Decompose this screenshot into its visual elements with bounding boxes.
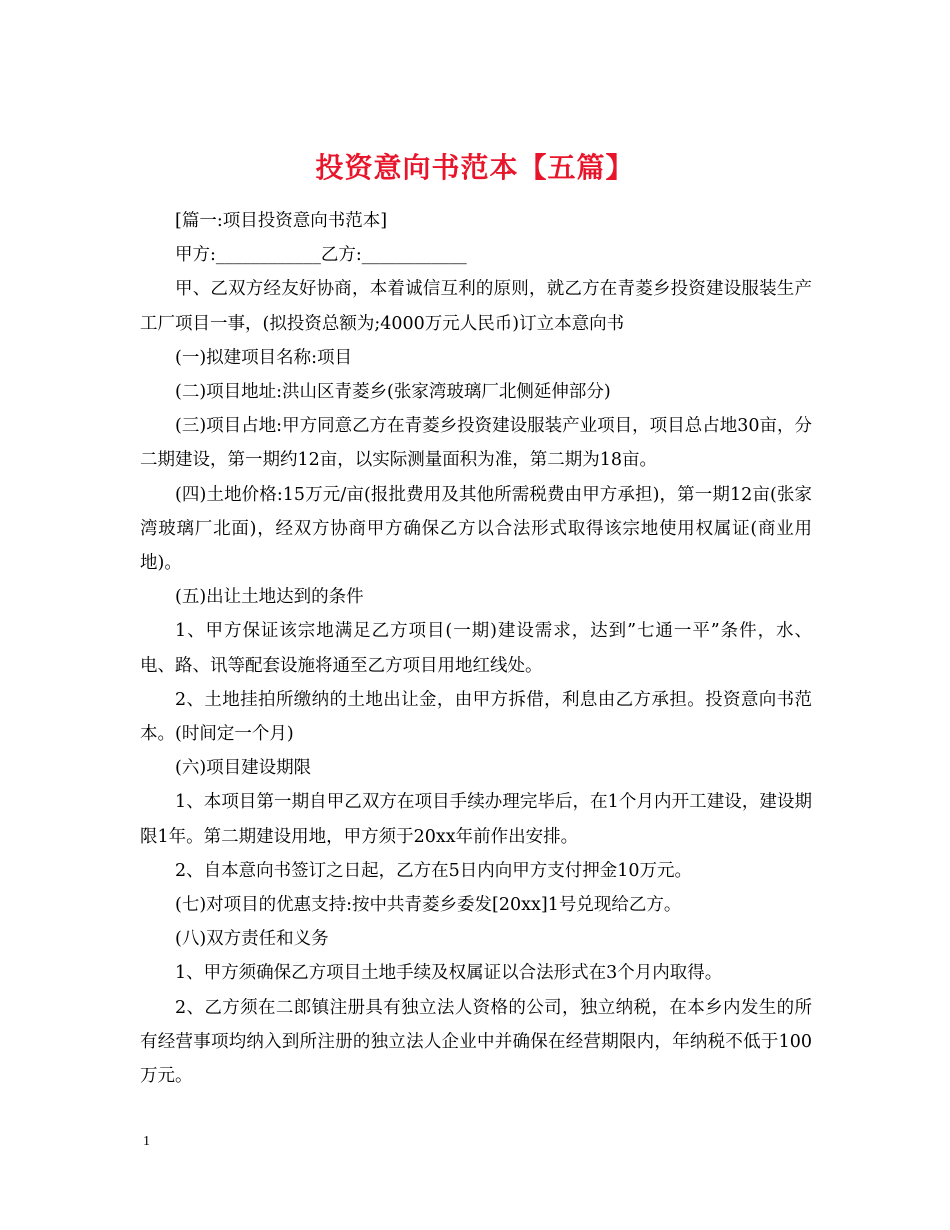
parties-line: 甲方:____________乙方:____________ bbox=[175, 245, 467, 266]
item-responsibilities: (八)双方责任和义务 bbox=[175, 929, 329, 950]
condition-1: 1、甲方保证该宗地满足乙方项目(一期)建设需求，达到”七通一平”条件，水、电、路、讯等配套设施将通至乙方项目用地红线处。 bbox=[140, 621, 812, 676]
period-2: 2、自本意向书签订之日起，乙方在5日内向甲方支付押金10万元。 bbox=[175, 860, 693, 881]
document-body bbox=[140, 204, 812, 1093]
condition-2: 2、土地挂拍所缴纳的土地出让金，由甲方拆借，利息由乙方承担。投资意向书范本。(时间定一个月) bbox=[140, 689, 812, 745]
item-land-conditions: (五)出让土地达到的条件 bbox=[175, 587, 364, 608]
document-title: 投资意向书范本【五篇】 bbox=[315, 150, 635, 184]
item-project-address: (二)项目地址:洪山区青菱乡(张家湾玻璃厂北侧延伸部分) bbox=[175, 382, 611, 403]
item-preferential-support: (七)对项目的优惠支持:按中共青菱乡委发[20xx]1号兑现给乙方。 bbox=[175, 895, 682, 916]
page-number: 1 bbox=[143, 1134, 150, 1149]
item-project-name: (一)拟建项目名称:项目 bbox=[175, 347, 353, 368]
responsibility-1: 1、甲方须确保乙方项目土地手续及权属证以合法形式在3个月内取得。 bbox=[175, 963, 723, 984]
item-project-land: (三)项目占地:甲方同意乙方在青菱乡投资建设服装产业项目，项目总占地30亩，分二期建设，第一期约12亩，以实际测量面积为准，第二期为18亩。 bbox=[140, 416, 812, 471]
period-1: 1、本项目第一期自甲乙双方在项目手续办理完毕后，在1个月内开工建设，建设期限1年。第二期建设用地，甲方须于20xx年前作出安排。 bbox=[140, 792, 812, 847]
item-construction-period: (六)项目建设期限 bbox=[175, 758, 312, 779]
responsibility-2: 2、乙方须在二郎镇注册具有独立法人资格的公司，独立纳税，在本乡内发生的所有经营事项均纳入到所注册的独立法人企业中并确保在经营期限内，年纳税不低于100万元。 bbox=[140, 997, 812, 1087]
item-land-price: (四)土地价格:15万元/亩(报批费用及其他所需税费由甲方承担)，第一期12亩(张家湾玻璃厂北面)，经双方协商甲方确保乙方以合法形式取得该宗地使用权属证(商业用地)。 bbox=[140, 484, 812, 574]
intro-paragraph: 甲、乙双方经友好协商，本着诚信互利的原则，就乙方在青菱乡投资建设服装生产工厂项目一事，(拟投资总额为;4000万元人民币)订立本意向书 bbox=[140, 279, 812, 334]
section-heading-1: [篇一:项目投资意向书范本] bbox=[175, 211, 388, 231]
